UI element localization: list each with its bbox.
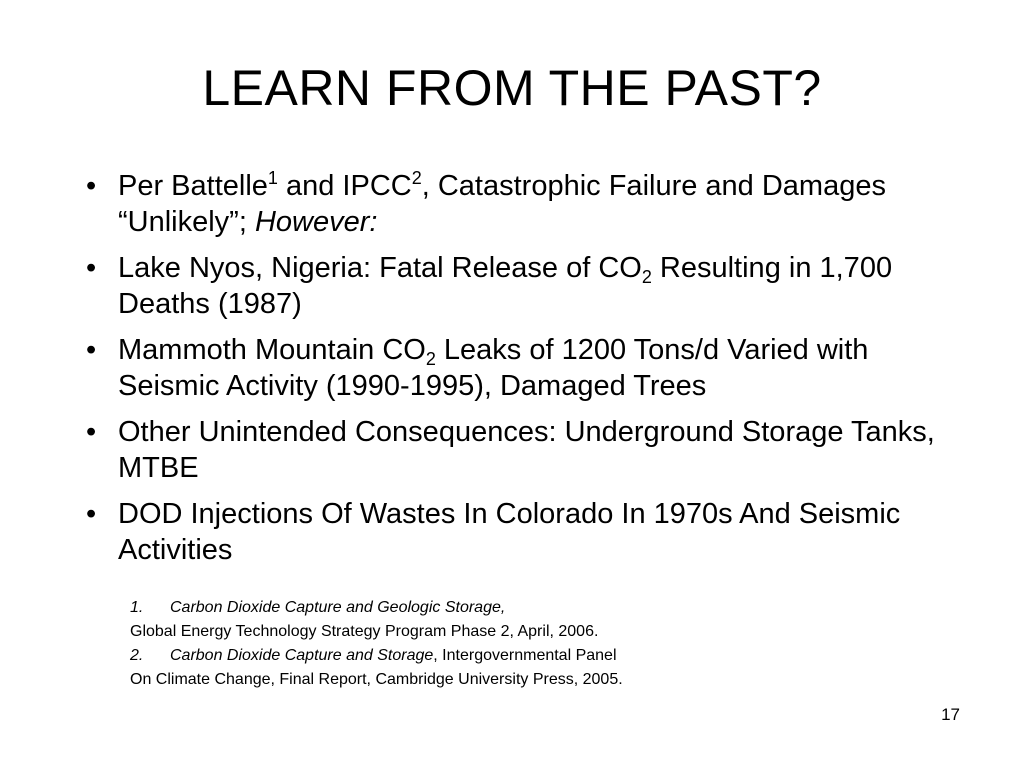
reference-number: 2. — [130, 647, 144, 664]
bullet-text: Other Unintended Consequences: Underground Storage Tanks, MTBE — [118, 416, 935, 484]
reference-title: Carbon Dioxide Capture and Storage — [170, 647, 434, 664]
bullet-icon: • — [86, 498, 97, 530]
footnote-marker: 2 — [411, 168, 422, 188]
bullet-text: Lake Nyos, Nigeria: Fatal Release of CO — [118, 252, 642, 284]
subscript: 2 — [425, 349, 436, 369]
subscript: 2 — [641, 267, 652, 287]
bullet-text: Per Battelle — [118, 170, 268, 202]
bullet-text: , Catastrophic Failure and Damages “Unlikely”; — [118, 170, 886, 238]
bullet-item — [80, 414, 960, 486]
bullet-text: DOD Injections Of Wastes In Colorado In 1970s And Seismic Activities — [118, 498, 901, 566]
page-number: 17 — [941, 705, 960, 724]
reference-number: 1. — [130, 599, 144, 616]
bullet-list — [80, 168, 960, 578]
references — [130, 596, 850, 692]
reference-2-title-line — [130, 644, 850, 668]
bullet-item — [80, 332, 960, 404]
bullet-item — [80, 250, 960, 322]
reference-title: Carbon Dioxide Capture and Geologic Storage, — [170, 599, 506, 616]
bullet-item — [80, 496, 960, 568]
bullet-item — [80, 168, 960, 240]
bullet-text: Mammoth Mountain CO — [118, 334, 426, 366]
bullet-icon: • — [86, 416, 97, 448]
reference-1-detail-line: Global Energy Technology Strategy Program Phase 2, April, 2006. — [130, 623, 599, 640]
bullet-icon: • — [86, 252, 97, 284]
reference-2-detail-line: On Climate Change, Final Report, Cambridge University Press, 2005. — [130, 671, 623, 688]
bullet-text: Leaks of 1200 Tons/d Varied with Seismic Activity (1990-1995), Damaged Trees — [118, 334, 869, 402]
bullet-text: Resulting in 1,700 Deaths (1987) — [118, 252, 893, 320]
bullet-emphasis: However: — [254, 206, 378, 238]
bullet-text: and IPCC — [277, 170, 412, 202]
reference-1-title-line — [130, 596, 850, 620]
slide-title: LEARN FROM THE PAST? — [202, 60, 822, 116]
footnote-marker: 1 — [267, 168, 278, 188]
bullet-icon: • — [86, 334, 97, 366]
reference-text: , Intergovernmental Panel — [433, 647, 617, 664]
bullet-icon: • — [86, 170, 97, 202]
